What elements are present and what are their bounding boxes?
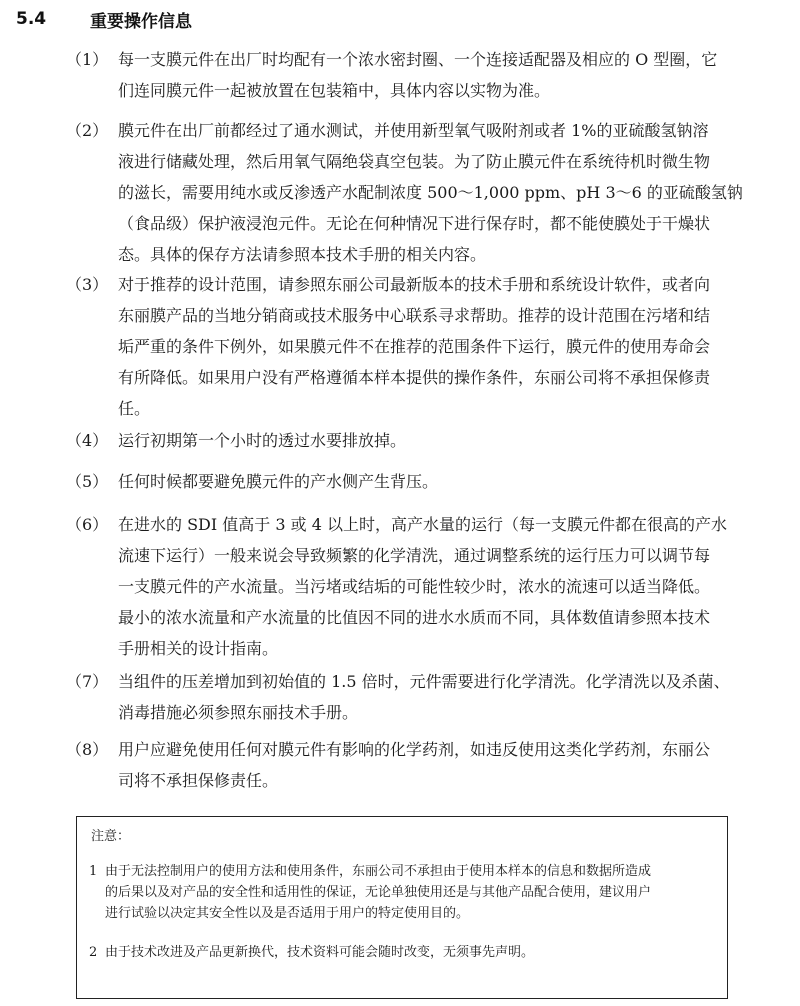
item-number: （1） bbox=[66, 50, 109, 69]
notice-box bbox=[76, 816, 728, 999]
item-number: （4） bbox=[66, 431, 109, 450]
notice-title: 注意： bbox=[91, 829, 131, 844]
item-text-line: 最小的浓水流量和产水流量的比值因不同的进水水质而不同，具体数值请参照本技术 bbox=[118, 608, 711, 627]
item-text-line: 当组件的压差增加到初始值的 1.5 倍时，元件需要进行化学清洗。化学清洗以及杀菌、 bbox=[118, 672, 730, 691]
item-text-line: 在进水的 SDI 值高于 3 或 4 以上时，高产水量的运行（每一支膜元件都在很高的产水 bbox=[118, 515, 727, 534]
item-text-line: 膜元件在出厂前都经过了通水测试，并使用新型氧气吸附剂或者 1%的亚硫酸氢钠溶 bbox=[118, 121, 709, 140]
item-text-line: 每一支膜元件在出厂时均配有一个浓水密封圈、一个连接适配器及相应的 O 型圈，它 bbox=[118, 50, 718, 69]
item-text-line: 任。 bbox=[118, 399, 151, 418]
item-text-line: 流速下运行）一般来说会导致频繁的化学清洗，通过调整系统的运行压力可以调节每 bbox=[118, 546, 711, 565]
item-text-line: 用户应避免使用任何对膜元件有影响的化学药剂，如违反使用这类化学药剂，东丽公 bbox=[118, 740, 711, 759]
item-text-line: 们连同膜元件一起被放置在包装箱中，具体内容以实物为准。 bbox=[118, 81, 551, 100]
item-text-line: 运行初期第一个小时的透过水要排放掉。 bbox=[118, 431, 407, 450]
item-text-line: 消毒措施必须参照东丽技术手册。 bbox=[118, 703, 359, 722]
item-text-line: 司将不承担保修责任。 bbox=[118, 771, 279, 790]
item-text-line: 液进行储藏处理，然后用氧气隔绝袋真空包装。为了防止膜元件在系统待机时微生物 bbox=[118, 152, 711, 171]
notice-item-number: 1 bbox=[89, 864, 98, 879]
item-text-line: 垢严重的条件下例外，如果膜元件不在推荐的范围条件下运行，膜元件的使用寿命会 bbox=[118, 337, 711, 356]
item-number: （3） bbox=[66, 275, 109, 294]
item-number: （2） bbox=[66, 121, 109, 140]
item-text-line: 任何时候都要避免膜元件的产水侧产生背压。 bbox=[118, 472, 439, 491]
item-number: （7） bbox=[66, 672, 109, 691]
notice-text-line: 进行试验以决定其安全性以及是否适用于用户的特定使用目的。 bbox=[105, 906, 470, 921]
item-text-line: （食品级）保护液浸泡元件。无论在何种情况下进行保存时，都不能使膜处于干燥状 bbox=[118, 214, 711, 233]
item-number: （6） bbox=[66, 515, 109, 534]
section-title: 重要操作信息 bbox=[90, 11, 192, 32]
item-text-line: 有所降低。如果用户没有严格遵循本样本提供的操作条件，东丽公司将不承担保修责 bbox=[118, 368, 711, 387]
item-number: （5） bbox=[66, 472, 109, 491]
item-text-line: 东丽膜产品的当地分销商或技术服务中心联系寻求帮助。推荐的设计范围在污堵和结 bbox=[118, 306, 711, 325]
section-heading bbox=[16, 6, 192, 32]
item-text-line: 手册相关的设计指南。 bbox=[118, 639, 279, 658]
item-text-line: 一支膜元件的产水流量。当污堵或结垢的可能性较少时，浓水的流速可以适当降低。 bbox=[118, 577, 711, 596]
item-text-line: 态。具体的保存方法请参照本技术手册的相关内容。 bbox=[118, 245, 487, 264]
notice-text-line: 由于技术改进及产品更新换代，技术资料可能会随时改变，无须事先声明。 bbox=[105, 945, 535, 960]
notice-text-line: 由于无法控制用户的使用方法和使用条件，东丽公司不承担由于使用本样本的信息和数据所造成 bbox=[105, 864, 652, 879]
notice-text-line: 的后果以及对产品的安全性和适用性的保证，无论单独使用还是与其他产品配合使用，建议用户 bbox=[105, 885, 652, 900]
notice-item-number: 2 bbox=[89, 945, 98, 960]
item-text-line: 的滋长，需要用纯水或反渗透产水配制浓度 500～1,000 ppm、pH 3～6 的亚硫酸氢钠 bbox=[118, 183, 743, 202]
item-number: （8） bbox=[66, 740, 109, 759]
item-text-line: 对于推荐的设计范围，请参照东丽公司最新版本的技术手册和系统设计软件，或者向 bbox=[118, 275, 711, 294]
section-number: 5.4 bbox=[16, 9, 47, 29]
